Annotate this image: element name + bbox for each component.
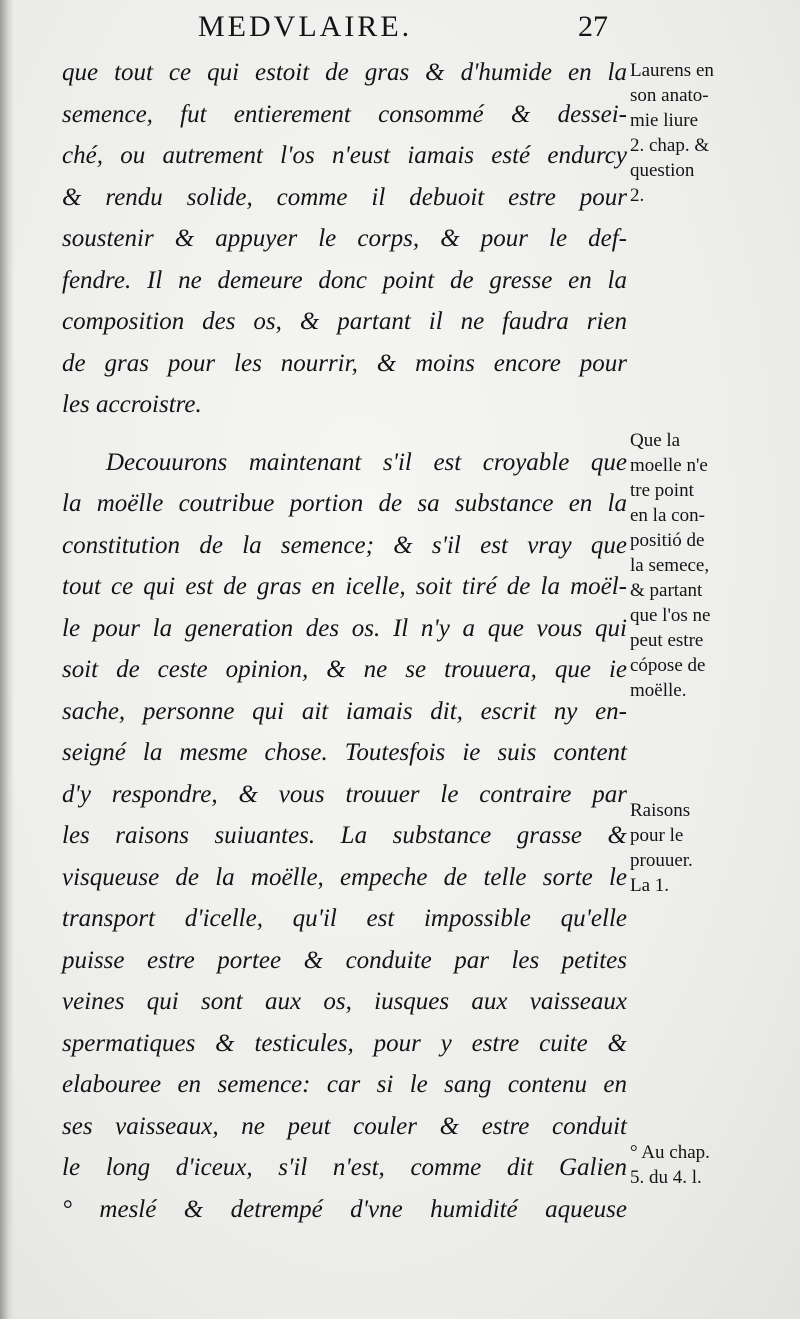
note-line: son anato- xyxy=(630,85,709,106)
note-line: 5. du 4. l. xyxy=(630,1167,702,1188)
text-line: semence, fut entierement consommé & dessei- xyxy=(62,100,627,128)
text-line: & rendu solide, comme il debuoit estre pour xyxy=(62,183,627,211)
text-line: puisse estre portee & conduite par les petites xyxy=(62,946,627,974)
text-line: que tout ce qui estoit de gras & d'humide en la xyxy=(62,59,627,86)
note-line: question xyxy=(630,160,695,181)
note-line: Raisons xyxy=(630,800,691,821)
text-line: spermatiques & testicules, pour y estre cuite & xyxy=(62,1029,627,1057)
note-line: Que la xyxy=(630,430,681,451)
text-line: d'y respondre, & vous trouuer le contraire par xyxy=(62,780,627,808)
note-line: la semece, xyxy=(630,555,710,576)
text-line: Decouurons maintenant s'il est croyable que xyxy=(106,448,627,476)
text-line: seigné la mesme chose. Toutesfois ie suis content xyxy=(62,739,627,766)
text-line: elabouree en semence: car si le sang contenu en xyxy=(62,1071,627,1098)
note-line: La 1. xyxy=(630,875,670,896)
page-spine-shadow xyxy=(0,0,14,1319)
page-header xyxy=(0,6,800,50)
paragraph-2 xyxy=(62,442,627,1231)
note-line: ° Au chap. xyxy=(630,1142,710,1163)
note-line: & partant xyxy=(630,580,703,601)
note-line: que l'os ne xyxy=(630,605,711,626)
note-line: Laurens en xyxy=(630,60,714,81)
note-line: positió de xyxy=(630,530,705,551)
main-text-column xyxy=(62,52,627,1230)
running-title: MEDVLAIRE. xyxy=(198,10,413,43)
page-number: 27 xyxy=(578,10,608,43)
text-line: les raisons suiuantes. La substance grasse & xyxy=(62,822,627,849)
text-line: constitution de la semence; & s'il est vray que xyxy=(62,531,627,559)
text-line: composition des os, & partant il ne faudra rien xyxy=(62,308,627,335)
text-line: ° meslé & detrempé d'vne humidité aqueuse xyxy=(62,1195,627,1223)
note-line: prouuer. xyxy=(630,850,693,871)
text-line: veines qui sont aux os, iusques aux vaisseaux xyxy=(62,988,627,1015)
margin-note-2 xyxy=(630,428,710,703)
text-line: ché, ou autrement l'os n'eust iamais esté endurcy xyxy=(62,142,627,169)
text-line: transport d'icelle, qu'il est impossible qu'elle xyxy=(62,905,627,932)
note-line: peut estre xyxy=(630,630,704,651)
text-line: soustenir & appuyer le corps, & pour le def- xyxy=(62,225,627,252)
text-line: sache, personne qui ait iamais dit, escrit ny en- xyxy=(62,697,627,725)
paragraph-1 xyxy=(62,52,627,426)
note-line: pour le xyxy=(630,825,684,846)
note-line: cópose de xyxy=(630,655,706,676)
note-line: 2. xyxy=(630,185,645,206)
margin-note-4 xyxy=(630,1140,710,1190)
text-line: le long d'iceux, s'il n'est, comme dit Galien xyxy=(62,1154,627,1181)
note-line: mie liure xyxy=(630,110,699,131)
paragraph-gap xyxy=(62,426,627,442)
note-line: 2. chap. & xyxy=(630,135,710,156)
text-line: de gras pour les nourrir, & moins encore pour xyxy=(62,349,627,377)
margin-note-1 xyxy=(630,58,714,208)
note-line: moëlle. xyxy=(630,680,687,701)
note-line: tre point xyxy=(630,480,694,501)
text-line: le pour la generation des os. Il n'y a que vous qui xyxy=(62,614,627,642)
margin-note-3 xyxy=(630,798,693,898)
note-line: en la con- xyxy=(630,505,705,526)
text-line: ses vaisseaux, ne peut couler & estre conduit xyxy=(62,1112,627,1140)
text-line: tout ce qui est de gras en icelle, soit tiré de la moël- xyxy=(62,573,627,600)
text-line: la moëlle coutribue portion de sa substance en la xyxy=(62,490,627,517)
text-line: les accroistre. xyxy=(62,391,202,418)
text-line: fendre. Il ne demeure donc point de gresse en la xyxy=(62,266,627,294)
text-line: visqueuse de la moëlle, empeche de telle sorte le xyxy=(62,863,627,891)
text-line: soit de ceste opinion, & ne se trouuera, que ie xyxy=(62,656,627,683)
note-line: moelle n'e xyxy=(630,455,708,476)
